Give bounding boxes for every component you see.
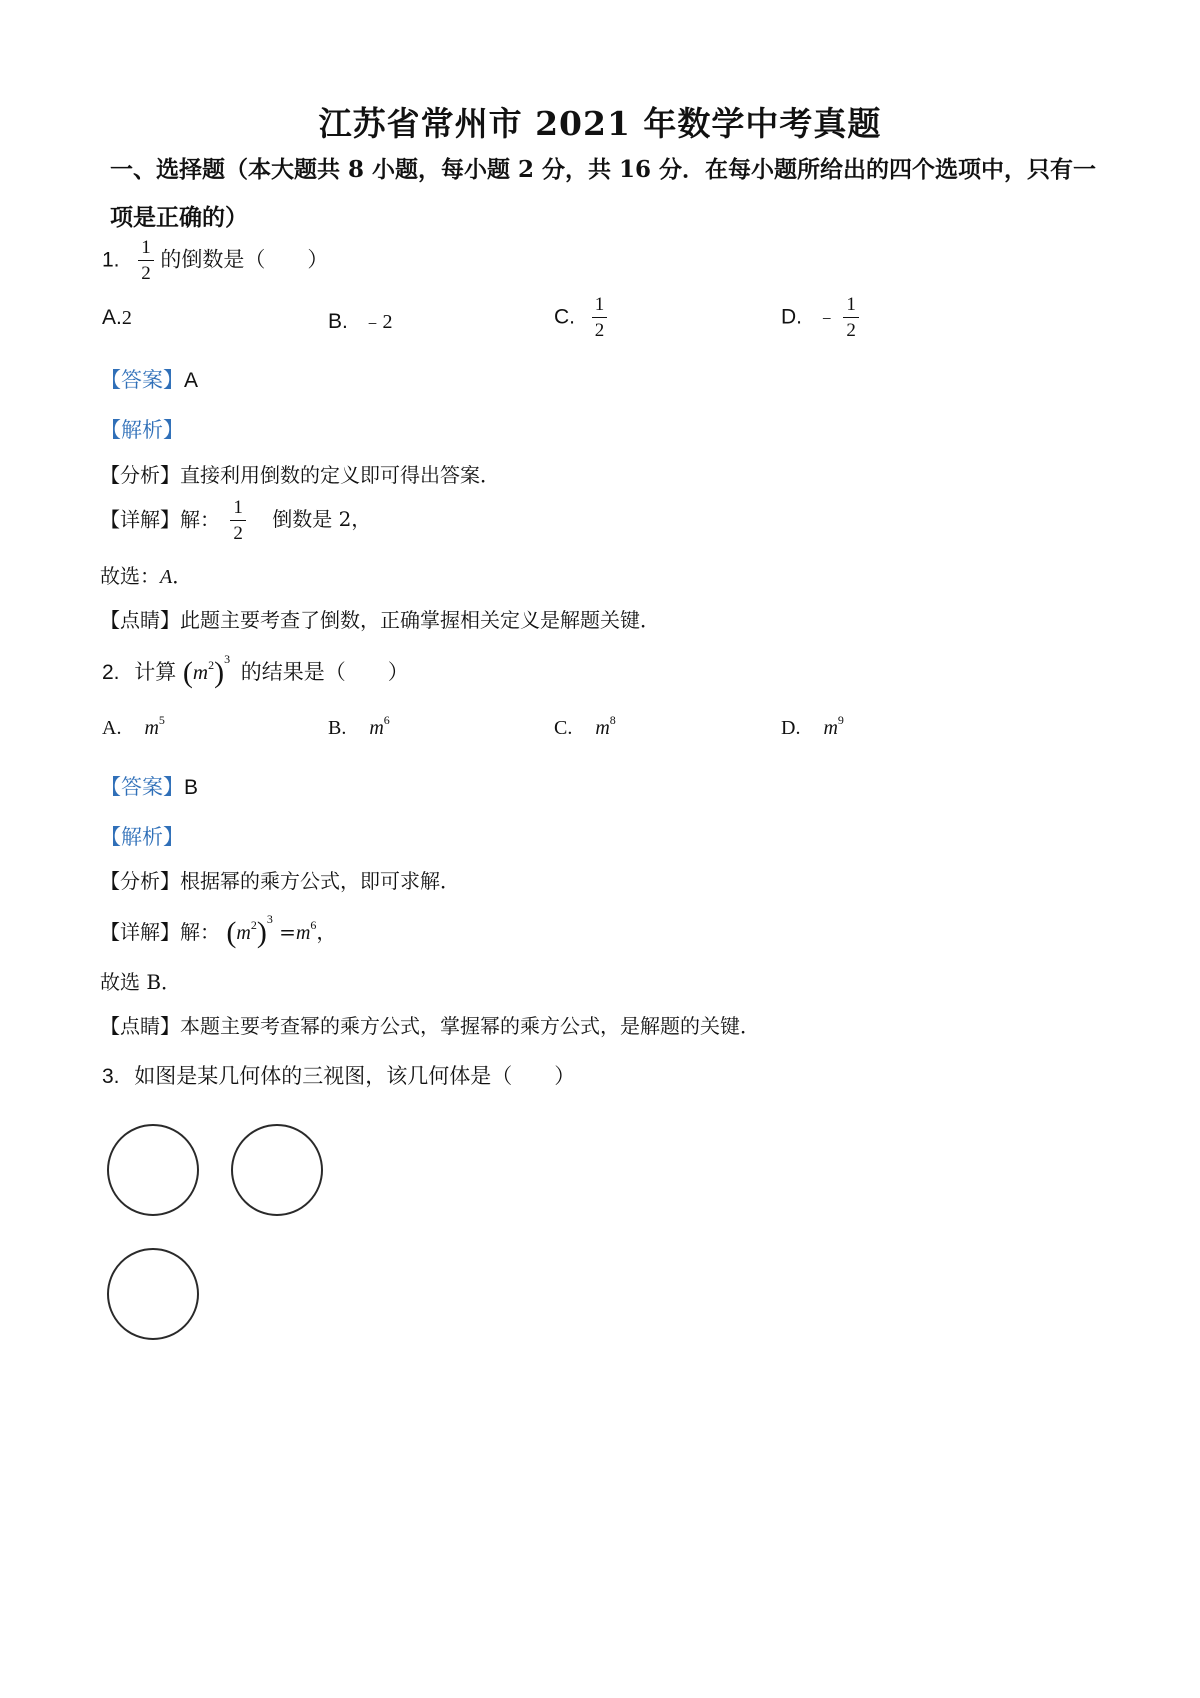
left-paren: ( <box>182 656 193 689</box>
outer-exponent: 3 <box>266 912 273 926</box>
question-1 <box>102 238 328 284</box>
option-label: B. <box>328 310 348 333</box>
fraction <box>843 295 859 341</box>
q1-analysis-tag: 【解析】 <box>100 418 184 442</box>
equals-sign: = <box>279 920 296 944</box>
xiangjie-rest: 倒数是 2， <box>272 507 372 532</box>
option-sign: ﹣ <box>816 306 837 329</box>
fraction-numerator: 1 <box>230 498 246 521</box>
base: m <box>236 922 251 944</box>
option-exponent: 6 <box>383 713 390 727</box>
answer-tag: 【答案】 <box>100 368 184 392</box>
option-base: m <box>595 717 610 739</box>
guxuan-text: 故选： <box>100 564 160 588</box>
fraction-numerator: 1 <box>843 295 859 318</box>
guxuan-value: A <box>160 566 173 588</box>
q1-xiangjie <box>100 498 371 544</box>
fraction-numerator: 1 <box>592 295 608 318</box>
q2-analysis-tag: 【解析】 <box>100 825 184 849</box>
power-expression <box>226 912 279 949</box>
option-base: m <box>369 717 384 739</box>
question-2 <box>102 652 409 690</box>
option-exponent: 5 <box>158 713 165 727</box>
result-exponent: 6 <box>310 918 317 932</box>
q2-fenxi: 【分析】根据幂的乘方公式，即可求解． <box>100 869 460 893</box>
right-paren: ) <box>214 656 225 689</box>
question-text-pre: 计算 <box>134 660 177 684</box>
question-text: 如图是某几何体的三视图，该几何体是（ ） <box>134 1064 576 1088</box>
option-label: C. <box>554 305 575 329</box>
option-base: m <box>144 717 159 739</box>
inner-exponent: 2 <box>250 918 257 932</box>
right-paren: ) <box>256 916 267 949</box>
fraction-numerator: 1 <box>138 238 154 261</box>
question-3 <box>102 1060 575 1090</box>
xiangjie-tag: 【详解】解： <box>100 920 220 944</box>
question-number: 2. <box>102 661 120 684</box>
q1-guxuan <box>100 560 192 589</box>
option-label: C. <box>554 717 573 739</box>
fraction-denominator: 2 <box>233 522 243 544</box>
fraction <box>592 295 608 341</box>
q1-option-d <box>781 295 859 341</box>
q1-option-b <box>328 305 393 334</box>
option-label: A. <box>102 717 122 739</box>
question-number: 1. <box>102 248 120 272</box>
q2-option-b <box>328 713 390 740</box>
answer-value: B <box>184 776 199 799</box>
option-exponent: 8 <box>609 713 616 727</box>
power-expression <box>182 652 237 689</box>
side-view-circle <box>231 1124 323 1216</box>
q1-option-c <box>554 295 607 341</box>
answer-tag: 【答案】 <box>100 775 184 799</box>
option-value: ﹣2 <box>362 311 393 333</box>
section-header: 一、选择题（本大题共 8 小题，每小题 2 分，共 16 分．在每小题所给出的四个选项中，只有一项是正确的） <box>110 156 1097 231</box>
q2-option-c <box>554 713 616 740</box>
outer-exponent: 3 <box>224 652 231 666</box>
base: m <box>192 660 209 684</box>
option-label: D. <box>781 305 802 329</box>
option-label: A. <box>102 306 122 329</box>
fraction-denominator: 2 <box>141 262 151 284</box>
q1-dianjing: 【点睛】此题主要考查了倒数，正确掌握相关定义是解题关键． <box>100 608 660 632</box>
xiangjie-end: ， <box>316 920 337 944</box>
option-exponent: 9 <box>837 713 844 727</box>
answer-value: A <box>184 369 199 392</box>
option-label: D. <box>781 717 801 739</box>
option-base: m <box>823 717 838 739</box>
fraction <box>138 238 154 284</box>
fraction <box>230 498 246 544</box>
page-title: 江苏省常州市 2021 年数学中考真题 <box>318 104 882 143</box>
top-view-circle <box>107 1248 199 1340</box>
question-number: 3. <box>102 1065 120 1088</box>
option-value: 2 <box>121 307 132 329</box>
q2-guxuan: 故选 B． <box>100 970 182 994</box>
inner-exponent: 2 <box>208 658 215 672</box>
q2-option-d <box>781 713 844 740</box>
xiangjie-tag: 【详解】解： <box>100 507 220 532</box>
guxuan-end: ． <box>172 564 193 588</box>
front-view-circle <box>107 1124 199 1216</box>
question-text-post: 的结果是（ ） <box>240 660 409 684</box>
result-base: m <box>295 922 311 944</box>
option-label: B. <box>328 717 347 739</box>
q1-fenxi: 【分析】直接利用倒数的定义即可得出答案． <box>100 463 500 487</box>
q2-option-a <box>102 713 165 740</box>
q2-xiangjie <box>100 912 336 950</box>
q2-answer <box>100 771 198 801</box>
q1-answer <box>100 364 198 394</box>
fraction-denominator: 2 <box>594 319 605 341</box>
q1-option-a <box>102 305 132 330</box>
fraction-denominator: 2 <box>846 319 856 341</box>
question-text: 的倒数是（ ） <box>160 247 329 272</box>
q2-dianjing: 【点睛】本题主要考查幂的乘方公式，掌握幂的乘方公式，是解题的关键． <box>100 1014 760 1038</box>
left-paren: ( <box>226 916 237 949</box>
